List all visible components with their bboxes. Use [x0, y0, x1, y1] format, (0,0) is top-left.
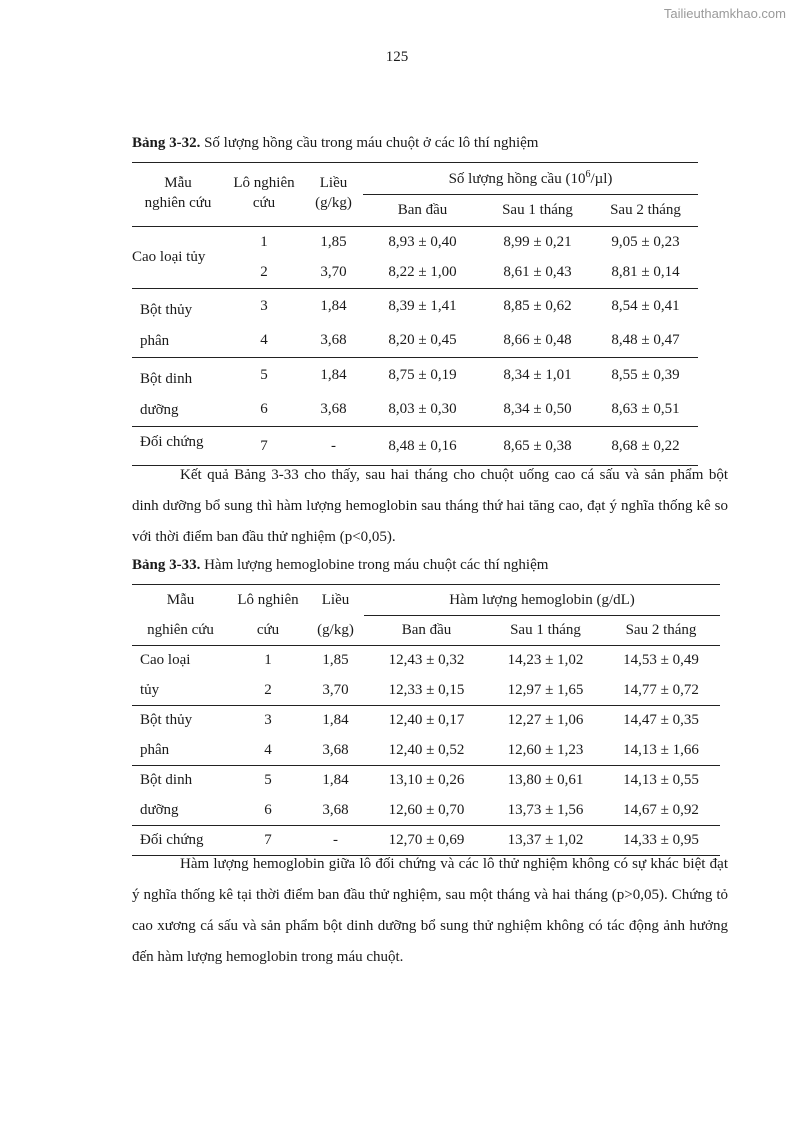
month2-cell: 8,81 ± 0,14 [611, 264, 680, 281]
baseline-cell: 8,93 ± 0,40 [388, 233, 457, 250]
table32-header-lot-line2: cứu [252, 194, 276, 211]
watermark: Tailieuthamkhao.com [663, 6, 786, 21]
month1-cell: 12,60 ± 1,23 [507, 741, 584, 758]
dose-cell: 1,85 [320, 233, 347, 250]
page-number: 125 [385, 49, 409, 65]
table32-header-row1 [132, 163, 698, 195]
month2-cell: 9,05 ± 0,23 [611, 233, 680, 250]
paragraph-2 [132, 849, 728, 973]
baseline-cell: 12,40 ± 0,52 [388, 741, 465, 758]
table33-header-lot-2: cứu [256, 621, 280, 638]
month1-cell: 13,73 ± 1,56 [507, 801, 584, 818]
baseline-cell: 8,20 ± 0,45 [388, 331, 457, 348]
dose-cell: 1,84 [320, 297, 347, 314]
baseline-cell: 13,10 ± 0,26 [388, 772, 465, 789]
sample-name-cell: Bột dinh [140, 772, 193, 789]
table32-header-baseline: Ban đầu [397, 202, 448, 218]
table33-header-row1 [132, 585, 720, 616]
baseline-cell: 12,40 ± 0,17 [388, 712, 465, 729]
month2-cell: 14,67 ± 0,92 [623, 801, 699, 818]
dose-cell: 1,85 [322, 652, 349, 669]
table33-header-lot: Lô nghiên [237, 591, 299, 608]
table-row [132, 227, 698, 258]
table-row [132, 736, 720, 766]
table-row [132, 646, 720, 676]
baseline-cell: 12,60 ± 0,70 [388, 801, 465, 818]
table-row [132, 289, 698, 324]
table-row [132, 706, 720, 736]
paragraph-1-text: Kết quả Bảng 3-33 cho thấy, sau hai tháng cho chuột uống cao cá sấu và sản phẩm bột dinh dưỡng bổ sung thì hàm lượng hemoglobin sau tháng thứ hai tăng cao, đạt ý nghĩa thống kê so với thời điểm ban đầu thử nghiệm (p<0,05). [132, 467, 728, 545]
lot-cell: 5 [260, 366, 268, 383]
table32-header-sample-2 [132, 195, 224, 227]
lot-cell: 7 [260, 437, 268, 454]
table-row [132, 766, 720, 796]
table33-caption-label: Bảng 3-33. [132, 557, 201, 573]
table-33 [132, 584, 720, 856]
sample-name-line2: dưỡng [140, 402, 179, 418]
sample-name-line1: Bột dinh [140, 371, 193, 387]
dose-cell: 1,84 [322, 712, 349, 729]
baseline-cell: 8,03 ± 0,30 [388, 400, 457, 417]
month2-cell: 8,54 ± 0,41 [611, 297, 680, 314]
sample-name-line2: phân [140, 333, 170, 349]
month2-cell: 14,33 ± 0,95 [623, 832, 699, 848]
month2-cell: 8,68 ± 0,22 [611, 437, 680, 454]
month2-cell: 8,63 ± 0,51 [611, 400, 680, 417]
month1-cell: 13,37 ± 1,02 [507, 832, 584, 848]
dose-cell: 3,70 [320, 264, 347, 281]
table32-header-dose-line2: (g/kg) [315, 194, 352, 211]
table32-header-group [363, 163, 698, 195]
lot-cell: 6 [264, 801, 272, 818]
table32-header-row2 [132, 195, 698, 227]
table32-header-group-suffix: /µl) [590, 171, 613, 187]
table32-header-dose [304, 163, 363, 195]
table33-header-sample-2: nghiên cứu [147, 621, 214, 638]
paragraph-2-text: Hàm lượng hemoglobin giữa lô đối chứng và các lô thử nghiệm không có sự khác biệt đạt ý nghĩa thống kê tại thời điểm ban đầu thử nghiệm, sau một tháng và hai tháng (p>0,05). Chứng tỏ cao xương cá sấu và sản phẩm bột dinh dưỡng bổ sung thử nghiệm không có tác động ảnh hưởng đến hàm lượng hemoglobin trong máu chuột. [132, 856, 728, 965]
baseline-cell: 12,43 ± 0,32 [388, 652, 465, 669]
month2-cell: 14,47 ± 0,35 [623, 712, 699, 729]
table-row [132, 358, 698, 393]
month1-cell: 14,23 ± 1,02 [507, 652, 584, 669]
dose-cell: 3,68 [322, 741, 349, 758]
lot-cell: 5 [264, 772, 272, 789]
lot-cell: 1 [264, 652, 272, 669]
table32-header-lot-line1: Lô nghiên [233, 175, 295, 192]
table32-header-sample-line1: Mẫu [164, 175, 192, 192]
sample-name-cell: Bột thủy [140, 712, 193, 729]
table32-header-lot [224, 163, 304, 195]
month2-cell: 14,13 ± 0,55 [623, 772, 699, 789]
table32-header-month2: Sau 2 tháng [610, 202, 681, 218]
dose-cell: - [333, 832, 338, 848]
sample-name-cell: tủy [140, 681, 160, 698]
baseline-cell: 12,33 ± 0,15 [388, 681, 465, 698]
table32-header-lot-2 [224, 195, 304, 227]
lot-cell: 1 [260, 233, 268, 250]
sample-name-line1: Cao loại tủy [132, 249, 206, 265]
month1-cell: 8,65 ± 0,38 [503, 437, 572, 454]
table32-caption-text: Số lượng hồng cầu trong máu chuột ở các lô thí nghiệm [200, 135, 539, 151]
table32-header-dose-line1: Liều [319, 175, 348, 192]
table33-header-dose-2: (g/kg) [317, 621, 354, 638]
lot-cell: 7 [264, 832, 272, 848]
baseline-cell: 8,48 ± 0,16 [388, 437, 457, 454]
table32-caption-label: Bảng 3-32. [132, 135, 201, 151]
table33-header-month1: Sau 1 tháng [510, 622, 581, 638]
table33-header-group: Hàm lượng hemoglobin (g/dL) [364, 585, 720, 616]
lot-cell: 2 [260, 264, 268, 281]
month2-cell: 14,13 ± 1,66 [623, 741, 699, 758]
table-row [132, 676, 720, 706]
lot-cell: 3 [264, 712, 272, 729]
month1-cell: 12,97 ± 1,65 [507, 681, 584, 698]
dose-cell: 1,84 [322, 772, 349, 789]
month1-cell: 8,85 ± 0,62 [503, 297, 572, 314]
table33-header-sample: Mẫu [166, 591, 195, 608]
table32-header-sample [132, 163, 224, 195]
table32-body [132, 163, 698, 466]
table33-header-baseline: Ban đầu [401, 622, 452, 638]
month1-cell: 13,80 ± 0,61 [507, 772, 584, 789]
sample-name-cell: dưỡng [140, 801, 179, 818]
month1-cell: 8,61 ± 0,43 [503, 264, 572, 281]
sample-name-line1: Bột thủy [140, 302, 193, 318]
table32-caption [132, 135, 538, 152]
table32-header-sample-line2: nghiên cứu [144, 194, 212, 211]
sample-name-cell: Đối chứng [140, 832, 204, 848]
dose-cell: 1,84 [320, 366, 347, 383]
baseline-cell: 8,75 ± 0,19 [388, 366, 457, 383]
table33-caption [132, 557, 548, 574]
month1-cell: 8,99 ± 0,21 [503, 233, 572, 250]
table33-header-row2 [132, 616, 720, 646]
table33-caption-text: Hàm lượng hemoglobine trong máu chuột các thí nghiệm [200, 557, 549, 573]
month2-cell: 14,77 ± 0,72 [623, 681, 699, 698]
table32-header-month1: Sau 1 tháng [502, 202, 573, 218]
sample-name-cell [132, 358, 224, 427]
sample-name-cell: phân [140, 741, 170, 758]
lot-cell: 6 [260, 400, 268, 417]
month2-cell: 8,48 ± 0,47 [611, 331, 680, 348]
table32-header-group-sup: 6 [585, 169, 591, 180]
dose-cell: - [331, 437, 336, 454]
table-32 [132, 162, 698, 466]
dose-cell: 3,70 [322, 681, 349, 698]
lot-cell: 3 [260, 297, 268, 314]
table-row [132, 796, 720, 826]
sample-name-cell: Cao loại [140, 652, 191, 669]
sample-name-line1: Đối chứng [140, 434, 204, 450]
dose-cell: 3,68 [322, 801, 349, 818]
dose-cell: 3,68 [320, 331, 347, 348]
month1-cell: 12,27 ± 1,06 [507, 712, 584, 729]
month1-cell: 8,34 ± 0,50 [503, 400, 572, 417]
month1-cell: 8,34 ± 1,01 [503, 366, 572, 383]
table33-header-dose: Liều [321, 591, 350, 608]
month2-cell: 8,55 ± 0,39 [611, 366, 680, 383]
paragraph-1 [132, 460, 728, 553]
table32-header-group-prefix: Số lượng hồng cầu (10 [448, 171, 586, 187]
sample-name-cell [132, 227, 224, 289]
dose-cell: 3,68 [320, 400, 347, 417]
lot-cell: 4 [264, 741, 272, 758]
lot-cell: 4 [260, 331, 268, 348]
month1-cell: 8,66 ± 0,48 [503, 331, 572, 348]
table32-header-dose-2 [304, 195, 363, 227]
table33-header-month2: Sau 2 tháng [625, 622, 697, 638]
sample-name-cell [132, 289, 224, 358]
lot-cell: 2 [264, 681, 272, 698]
month2-cell: 14,53 ± 0,49 [623, 652, 699, 669]
baseline-cell: 12,70 ± 0,69 [388, 832, 465, 848]
baseline-cell: 8,22 ± 1,00 [388, 264, 457, 281]
baseline-cell: 8,39 ± 1,41 [388, 297, 457, 314]
table33-body [132, 585, 720, 856]
